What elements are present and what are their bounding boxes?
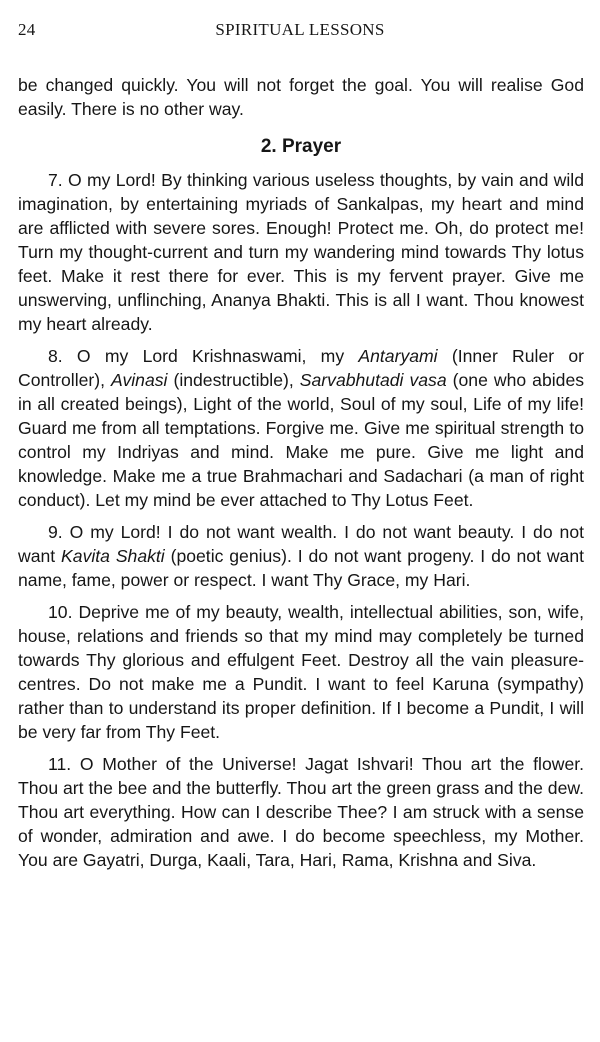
paragraph-8-term-antaryami: Antaryami	[358, 346, 438, 366]
paragraph-9-text-2: (poetic genius). I do not want progeny. I do not want name, fame, power or respect. I want Thy Grace, my Hari.	[18, 546, 584, 590]
paragraph-8	[18, 344, 584, 512]
running-title: SPIRITUAL LESSONS	[215, 20, 385, 39]
paragraph-7: 7. O my Lord! By thinking various useless thoughts, by vain and wild imagination, by entertaining myriads of Sankalpas, my heart and mind are afflicted with severe sores. Enough! Protect me. Oh, do protect me! Turn my thought-current and turn my wandering mind towards Thy lotus feet. Make it rest there for ever. This is my fervent prayer. Give me unswerving, unflinching, Ananya Bhakti. This is all I want. Thou knowest my heart already.	[18, 170, 584, 334]
paragraph-9-text-1: 9. O my Lord! I do not want wealth. I do not want beauty. I do not want	[18, 522, 584, 566]
page-header	[18, 20, 582, 44]
paragraph-8-term-sarvabhutadi: Sarvabhutadi vasa	[299, 370, 447, 390]
paragraph-10: 10. Deprive me of my beauty, wealth, intellectual abilities, son, wife, house, relations and friends so that my mind may completely be turned towards Thy glorious and effulgent Feet. Destroy all the vain pleasure-centres. Do not make me a Pundit. I want to feel Karuna (sympathy) rather than to understand its proper definition. If I become a Pundit, I will be very far from Thy Feet.	[18, 602, 584, 742]
paragraph-8-text-2: (Inner Ruler or Controller),	[18, 346, 584, 390]
paragraph-9	[18, 520, 584, 592]
paragraph-11: 11. O Mother of the Universe! Jagat Ishvari! Thou art the flower. Thou art the bee and the butterfly. Thou art the green grass and the dew. Thou art everything. How can I describe Thee? I am struck with a sense of wonder, admiration and awe. I do become speechless, my Mother. You are Gayatri, Durga, Kaali, Tara, Hari, Rama, Krishna and Siva.	[18, 754, 584, 870]
paragraph-8-term-avinasi: Avinasi	[111, 370, 168, 390]
section-heading: 2. Prayer	[260, 136, 342, 157]
paragraph-8-text-3: (indestructible),	[167, 370, 300, 390]
continued-paragraph: be changed quickly. You will not forget the goal. You will realise God easily. There is no other way.	[18, 75, 584, 119]
paragraph-9-term-kavita-shakti: Kavita Shakti	[61, 546, 165, 566]
page-number: 24	[18, 20, 36, 39]
paragraph-8-text-1: 8. O my Lord Krishnaswami, my	[48, 346, 359, 366]
page-body	[18, 73, 584, 872]
paragraph-8-text-4: (one who abides in all created beings), Light of the world, Soul of my soul, Life of my life! Guard me from all temptations. Forgive me. Give me spiritual strength to control my Indriyas and mind. Make me pure. Give me light and knowledge. Make me a true Brahmachari and Sadachari (a man of right conduct). Let my mind be ever attached to Thy Lotus Feet.	[18, 370, 585, 510]
